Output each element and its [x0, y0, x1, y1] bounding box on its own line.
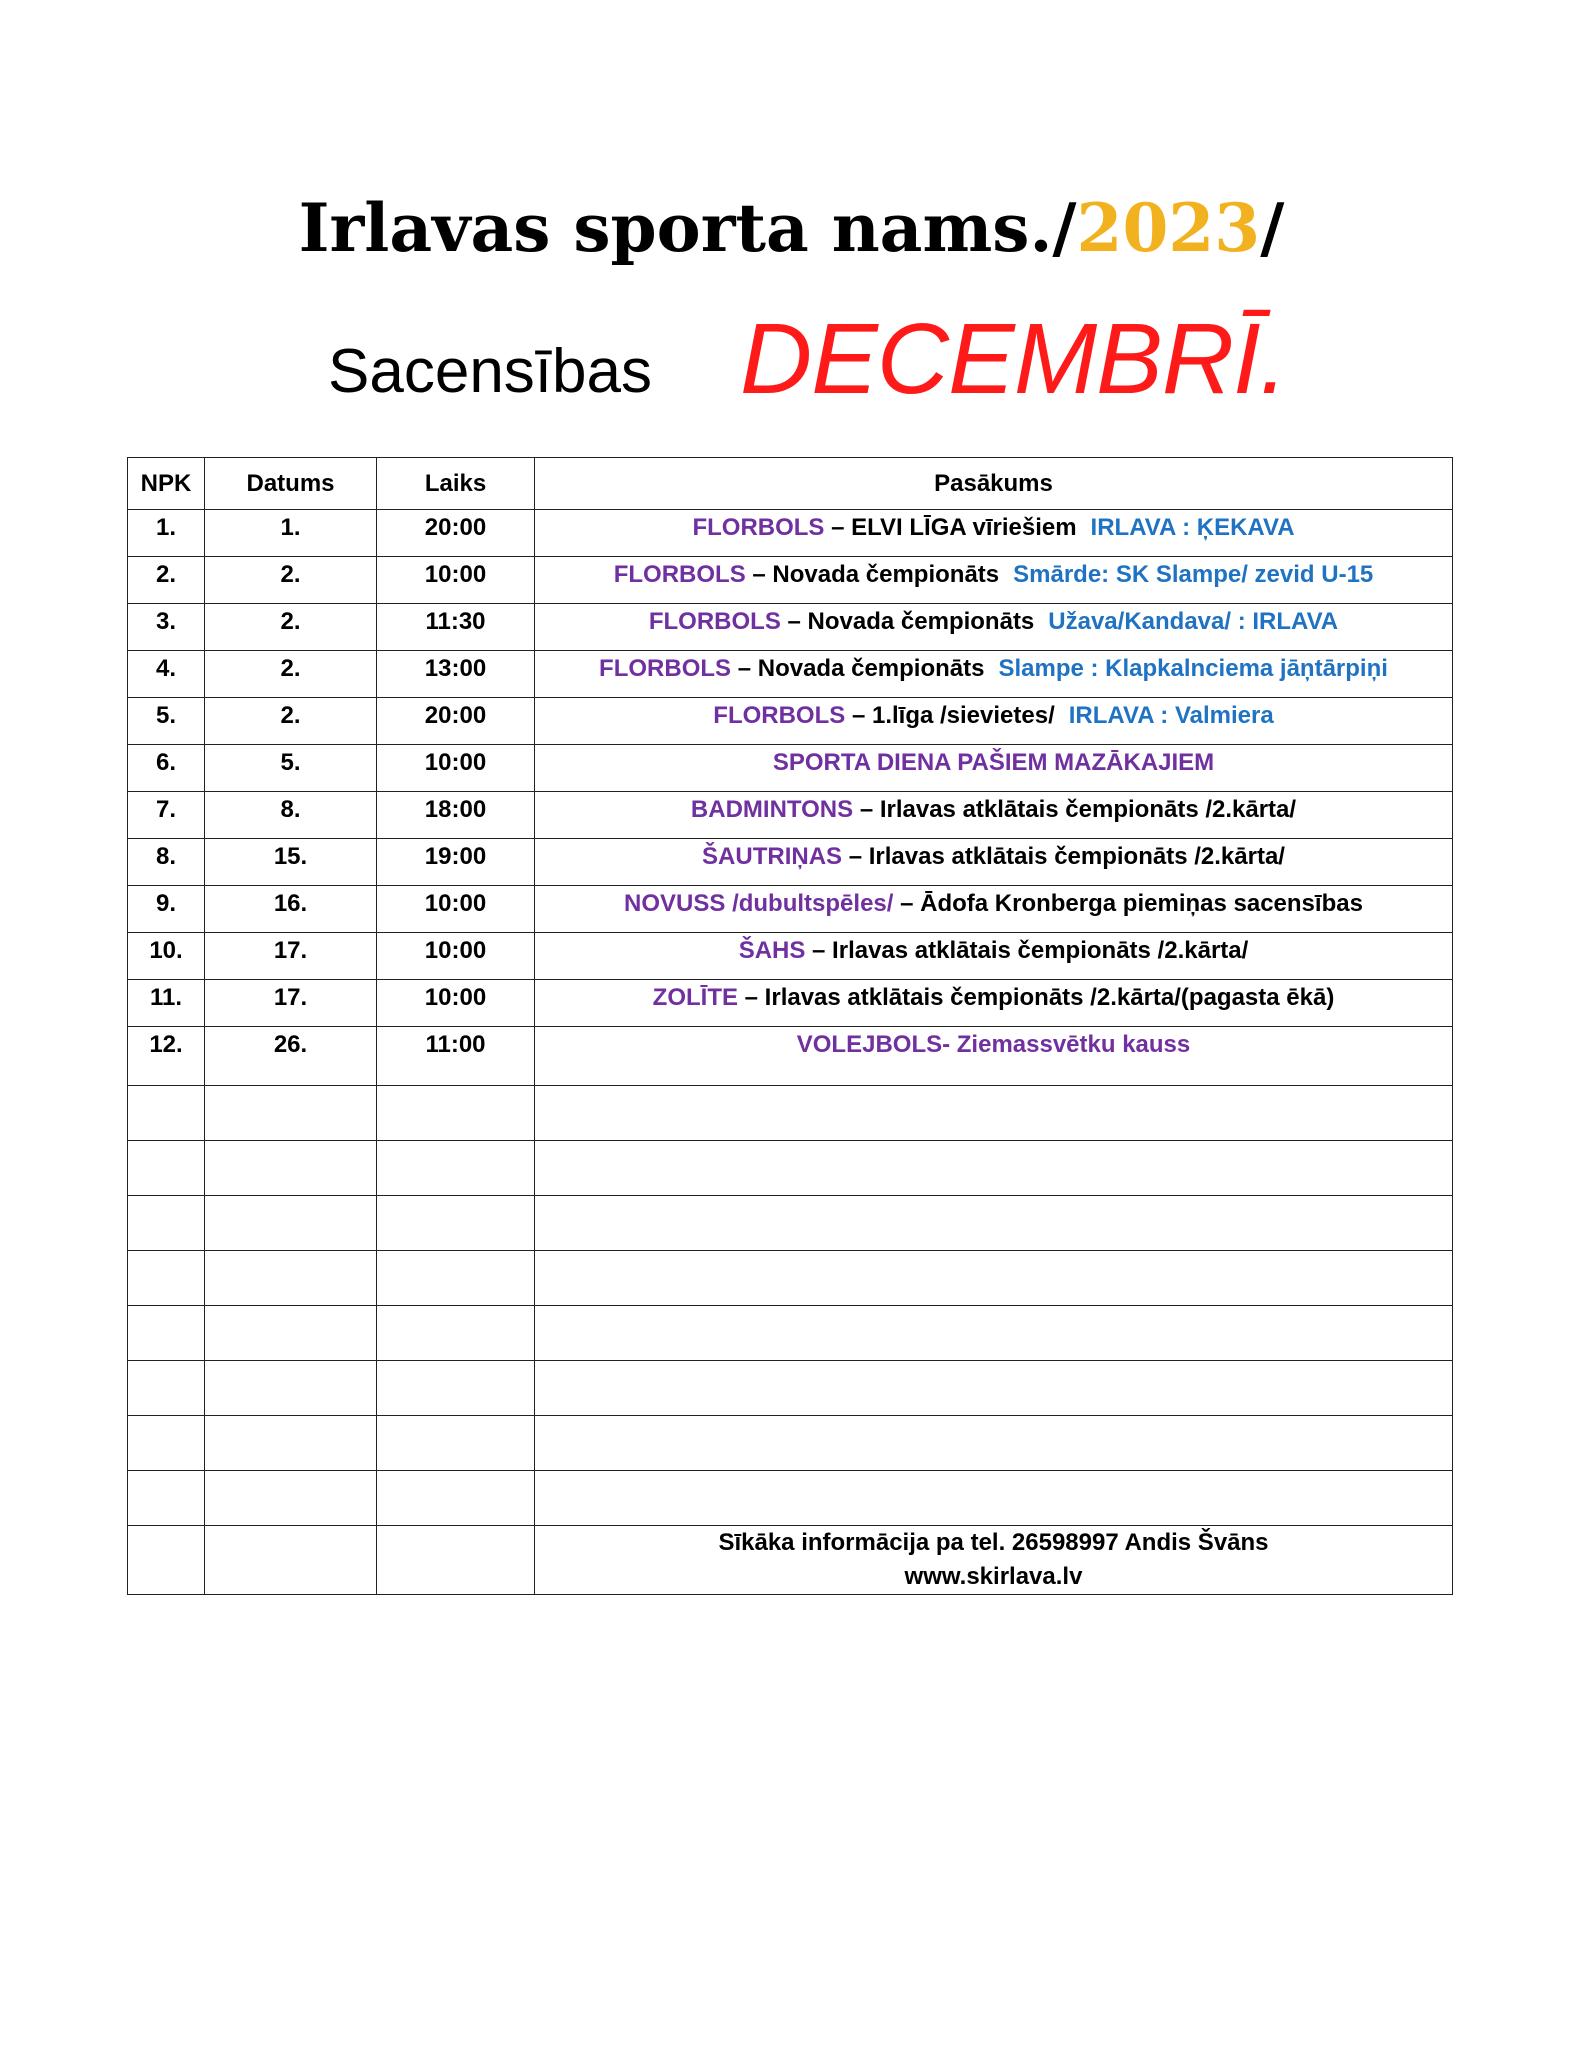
event-desc: – ELVI LĪGA vīriešiem — [824, 514, 1077, 541]
cell-date: 16. — [205, 886, 377, 933]
column-header-time: Laiks — [377, 458, 535, 510]
subtitle-month: DECEMBRĪ. — [740, 303, 1287, 415]
column-header-event: Pasākums — [535, 458, 1453, 510]
table-header-row — [128, 458, 1453, 510]
event-teams: Slampe : Klapkalnciema jāņtārpiņi — [998, 655, 1388, 682]
cell-time: 19:00 — [377, 839, 535, 886]
empty-row — [128, 1196, 1453, 1251]
title-suffix: / — [1260, 189, 1285, 267]
event-desc: – Irlavas atklātais čempionāts /2.kārta/ — [842, 843, 1285, 870]
table-row — [128, 933, 1453, 980]
subtitle-lead: Sacensības — [328, 337, 652, 406]
cell-event — [535, 933, 1453, 980]
table-row — [128, 980, 1453, 1027]
event-sport: FLORBOLS — [713, 702, 846, 729]
event-desc: – Novada čempionāts — [731, 655, 985, 682]
cell-event — [535, 651, 1453, 698]
empty-row — [128, 1361, 1453, 1416]
table-row — [128, 1027, 1453, 1086]
empty-row — [128, 1416, 1453, 1471]
title-prefix: Irlavas sporta nams./ — [298, 189, 1077, 267]
cell-event — [535, 980, 1453, 1027]
cell-date: 2. — [205, 557, 377, 604]
event-desc: – 1.līga /sievietes/ — [845, 702, 1055, 729]
cell-npk: 1. — [128, 510, 205, 557]
events-table — [127, 457, 1453, 1595]
event-desc: – Irlavas atklātais čempionāts /2.kārta/ — [805, 937, 1249, 964]
table-row — [128, 745, 1453, 792]
cell-npk: 5. — [128, 698, 205, 745]
cell-npk: 9. — [128, 886, 205, 933]
event-desc: – Irlavas atklātais čempionāts /2.kārta/(pagasta ēkā) — [738, 984, 1335, 1011]
event-teams: IRLAVA : ĶEKAVA — [1090, 514, 1295, 541]
empty-row — [128, 1471, 1453, 1526]
cell-date: 17. — [205, 933, 377, 980]
cell-date: 1. — [205, 510, 377, 557]
table-row — [128, 510, 1453, 557]
event-sport: NOVUSS /dubultspēles/ — [624, 890, 894, 917]
cell-event — [535, 557, 1453, 604]
event-sport: FLORBOLS — [648, 608, 781, 635]
footer-row — [128, 1526, 1453, 1595]
cell-time: 13:00 — [377, 651, 535, 698]
cell-date: 2. — [205, 698, 377, 745]
column-header-npk: NPK — [128, 458, 205, 510]
event-teams: IRLAVA : Valmiera — [1068, 702, 1274, 729]
event-teams: Užava/Kandava/ : IRLAVA — [1048, 608, 1339, 635]
cell-time: 20:00 — [377, 510, 535, 557]
cell-event — [535, 839, 1453, 886]
table-row — [128, 604, 1453, 651]
table-row — [128, 651, 1453, 698]
empty-row — [128, 1086, 1453, 1141]
empty-row — [128, 1251, 1453, 1306]
event-sport: SPORTA DIENA PAŠIEM MAZĀKAJIEM — [772, 749, 1215, 776]
cell-time: 10:00 — [377, 745, 535, 792]
cell-date: 26. — [205, 1027, 377, 1086]
event-desc: – Novada čempionāts — [780, 608, 1035, 635]
table-row — [128, 557, 1453, 604]
website-link[interactable]: www.skirlava.lv — [904, 1563, 1083, 1590]
event-sport: FLORBOLS — [613, 561, 746, 588]
cell-date: 5. — [205, 745, 377, 792]
cell-npk: 10. — [128, 933, 205, 980]
title-year: 2023 — [1076, 189, 1261, 267]
cell-time: 20:00 — [377, 698, 535, 745]
event-sport: ZOLĪTE — [652, 984, 738, 1011]
table-row — [128, 792, 1453, 839]
event-sport: FLORBOLS — [599, 655, 732, 682]
cell-npk: 12. — [128, 1027, 205, 1086]
cell-npk: 3. — [128, 604, 205, 651]
cell-date: 15. — [205, 839, 377, 886]
empty-row — [128, 1306, 1453, 1361]
contact-info: Sīkāka informācija pa tel. 26598997 Andis Švāns — [718, 1529, 1269, 1556]
cell-npk: 8. — [128, 839, 205, 886]
event-sport: BADMINTONS — [690, 796, 854, 823]
event-sport: ŠAUTRIŅAS — [702, 843, 843, 870]
cell-npk: 7. — [128, 792, 205, 839]
cell-event — [535, 745, 1453, 792]
cell-time: 10:00 — [377, 557, 535, 604]
cell-time: 10:00 — [377, 886, 535, 933]
cell-event — [535, 792, 1453, 839]
cell-date: 8. — [205, 792, 377, 839]
event-sport: ŠAHS — [738, 937, 806, 964]
cell-time: 18:00 — [377, 792, 535, 839]
cell-time: 11:30 — [377, 604, 535, 651]
cell-time: 10:00 — [377, 933, 535, 980]
cell-date: 17. — [205, 980, 377, 1027]
cell-event — [535, 604, 1453, 651]
event-sport: FLORBOLS — [692, 514, 825, 541]
event-desc: – Irlavas atklātais čempionāts /2.kārta/ — [853, 796, 1297, 823]
empty-row — [128, 1141, 1453, 1196]
cell-date: 2. — [205, 651, 377, 698]
cell-npk: 11. — [128, 980, 205, 1027]
contact-info-cell — [535, 1526, 1453, 1595]
table-row — [128, 886, 1453, 933]
event-desc: – Ādofa Kronberga piemiņas sacensības — [893, 890, 1363, 917]
table-row — [128, 839, 1453, 886]
cell-time: 10:00 — [377, 980, 535, 1027]
cell-npk: 4. — [128, 651, 205, 698]
cell-event — [535, 510, 1453, 557]
column-header-date: Datums — [205, 458, 377, 510]
event-teams: Smārde: SK Slampe/ zevid U-15 — [1013, 561, 1374, 588]
cell-time: 11:00 — [377, 1027, 535, 1086]
cell-event — [535, 698, 1453, 745]
cell-date: 2. — [205, 604, 377, 651]
cell-npk: 2. — [128, 557, 205, 604]
table-row — [128, 698, 1453, 745]
event-sport: VOLEJBOLS- Ziemassvētku kauss — [796, 1031, 1191, 1058]
event-desc: – Novada čempionāts — [745, 561, 1000, 588]
cell-event — [535, 886, 1453, 933]
cell-event — [535, 1027, 1453, 1086]
subtitle — [0, 300, 1583, 430]
cell-npk: 6. — [128, 745, 205, 792]
page-title — [0, 188, 1583, 268]
